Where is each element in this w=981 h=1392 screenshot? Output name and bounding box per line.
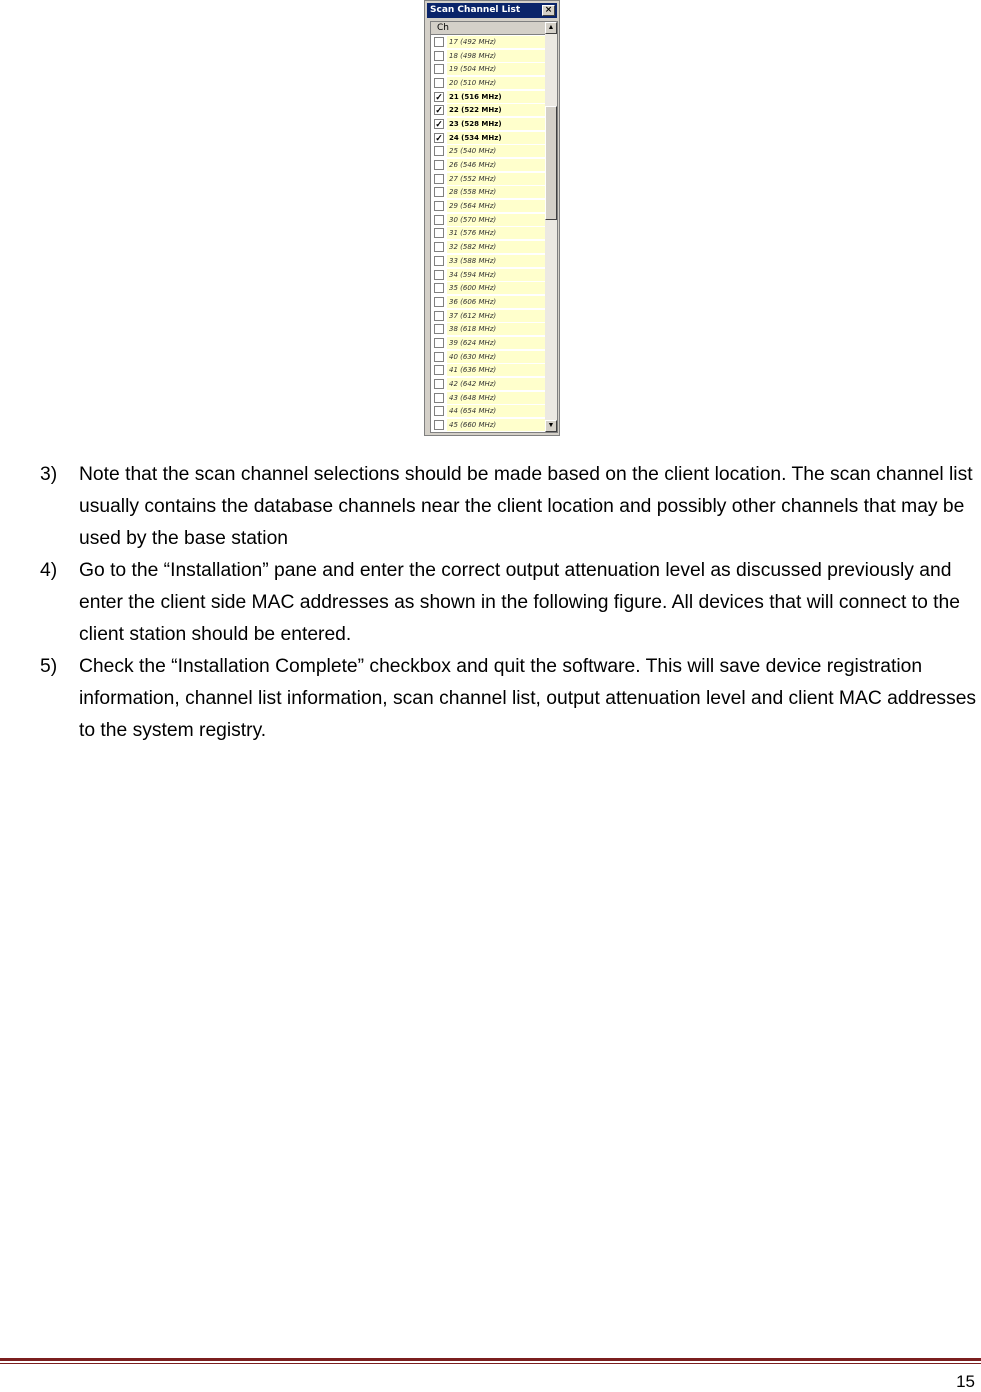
vertical-scrollbar[interactable]	[545, 22, 557, 432]
channel-label: 37 (612 MHz)	[447, 310, 545, 322]
step-4	[40, 555, 980, 651]
channel-row[interactable]	[431, 117, 545, 131]
channel-row[interactable]	[431, 145, 545, 159]
channel-checkbox[interactable]	[434, 201, 444, 211]
channel-label: 36 (606 MHz)	[447, 296, 545, 308]
channel-row[interactable]	[431, 418, 545, 432]
step-3	[40, 459, 980, 555]
channel-checkbox[interactable]: ✓	[435, 118, 443, 129]
channel-checkbox[interactable]: ✓	[435, 132, 443, 143]
channel-list	[430, 21, 558, 433]
channel-label: 20 (510 MHz)	[447, 77, 545, 89]
channel-checkbox[interactable]: ✓	[435, 91, 443, 102]
channel-checkbox[interactable]	[434, 160, 444, 170]
channel-row[interactable]	[431, 131, 545, 145]
channel-row[interactable]	[431, 377, 545, 391]
channel-rows	[431, 35, 545, 433]
channel-checkbox[interactable]	[434, 174, 444, 184]
channel-row[interactable]	[431, 186, 545, 200]
channel-checkbox[interactable]	[434, 256, 444, 266]
instruction-steps	[40, 459, 980, 747]
channel-row[interactable]	[431, 405, 545, 419]
channel-label: 27 (552 MHz)	[447, 173, 545, 185]
channel-label: 21 (516 MHz)	[447, 91, 545, 103]
channel-row[interactable]	[431, 227, 545, 241]
channel-checkbox[interactable]	[434, 215, 444, 225]
step-text: Check the “Installation Complete” checkbox and quit the software. This will save device registration information, channel list information, scan channel list, output attenuation level and client MAC addresses to the system registry.	[79, 656, 977, 741]
scroll-down-button[interactable]: ▼	[545, 420, 557, 432]
channel-label: 18 (498 MHz)	[447, 50, 545, 62]
channel-checkbox[interactable]	[434, 78, 444, 88]
channel-checkbox[interactable]	[434, 297, 444, 307]
channel-row[interactable]	[431, 35, 545, 49]
footer-rule-thin	[0, 1363, 981, 1364]
channel-row[interactable]	[431, 350, 545, 364]
channel-label: 42 (642 MHz)	[447, 378, 545, 390]
channel-label: 43 (648 MHz)	[447, 392, 545, 404]
step-number: 5)	[40, 656, 58, 677]
channel-checkbox[interactable]	[434, 187, 444, 197]
channel-label: 19 (504 MHz)	[447, 63, 545, 75]
channel-label: 41 (636 MHz)	[447, 364, 545, 376]
scroll-up-button[interactable]: ▲	[545, 22, 557, 34]
page-number: 15	[956, 1372, 975, 1391]
channel-label: 32 (582 MHz)	[447, 241, 545, 253]
channel-label: 22 (522 MHz)	[447, 104, 545, 116]
channel-checkbox[interactable]	[434, 228, 444, 238]
channel-label: 26 (546 MHz)	[447, 159, 545, 171]
channel-row[interactable]	[431, 240, 545, 254]
channel-label: 24 (534 MHz)	[447, 132, 545, 144]
channel-checkbox[interactable]	[434, 311, 444, 321]
window-title: Scan Channel List	[427, 3, 557, 18]
channel-row[interactable]	[431, 62, 545, 76]
channel-label: 44 (654 MHz)	[447, 405, 545, 417]
channel-checkbox[interactable]	[434, 324, 444, 334]
step-5	[40, 651, 980, 747]
scroll-thumb[interactable]	[545, 106, 557, 220]
step-number: 4)	[40, 560, 58, 581]
channel-row[interactable]	[431, 103, 545, 117]
channel-label: 17 (492 MHz)	[447, 36, 545, 48]
channel-row[interactable]	[431, 281, 545, 295]
close-button[interactable]: ×	[542, 5, 555, 16]
channel-checkbox[interactable]	[434, 283, 444, 293]
channel-label: 34 (594 MHz)	[447, 269, 545, 281]
channel-checkbox[interactable]: ✓	[435, 105, 443, 116]
channel-label: 33 (588 MHz)	[447, 255, 545, 267]
channel-label: 35 (600 MHz)	[447, 282, 545, 294]
channel-label: 40 (630 MHz)	[447, 351, 545, 363]
channel-row[interactable]	[431, 268, 545, 282]
channel-row[interactable]	[431, 309, 545, 323]
channel-row[interactable]	[431, 49, 545, 63]
channel-label: 38 (618 MHz)	[447, 323, 545, 335]
channel-row[interactable]	[431, 76, 545, 90]
channel-row[interactable]	[431, 364, 545, 378]
channel-label: 29 (564 MHz)	[447, 200, 545, 212]
step-text: Note that the scan channel selections should be made based on the client location. The scan channel list usually contains the database channels near the client location and possibly other channels that may be used by the base station	[79, 464, 973, 549]
channel-checkbox[interactable]	[434, 64, 444, 74]
channel-label: 39 (624 MHz)	[447, 337, 545, 349]
channel-row[interactable]	[431, 336, 545, 350]
channel-checkbox[interactable]	[434, 37, 444, 47]
channel-checkbox[interactable]	[434, 365, 444, 375]
channel-checkbox[interactable]	[434, 352, 444, 362]
channel-row[interactable]	[431, 254, 545, 268]
channel-label: 28 (558 MHz)	[447, 186, 545, 198]
channel-checkbox[interactable]	[434, 393, 444, 403]
channel-label: 31 (576 MHz)	[447, 227, 545, 239]
channel-label: 25 (540 MHz)	[447, 145, 545, 157]
channel-row[interactable]	[431, 90, 545, 104]
channel-row[interactable]	[431, 391, 545, 405]
channel-row[interactable]	[431, 199, 545, 213]
channel-checkbox[interactable]	[434, 379, 444, 389]
scan-channel-list-window	[424, 0, 560, 436]
footer-rule-thick	[0, 1358, 981, 1361]
channel-checkbox[interactable]	[434, 242, 444, 252]
column-header-ch[interactable]: Ch	[431, 22, 545, 35]
channel-checkbox[interactable]	[434, 420, 444, 430]
channel-checkbox[interactable]	[434, 338, 444, 348]
channel-row[interactable]	[431, 158, 545, 172]
channel-row[interactable]	[431, 322, 545, 336]
channel-row[interactable]	[431, 172, 545, 186]
channel-row[interactable]	[431, 295, 545, 309]
step-number: 3)	[40, 464, 58, 485]
channel-label: 45 (660 MHz)	[447, 419, 545, 431]
channel-checkbox[interactable]	[434, 406, 444, 416]
step-text: Go to the “Installation” pane and enter the correct output attenuation level as discussed previously and enter the client side MAC addresses as shown in the following figure. All devices that will connect to the client station should be entered.	[79, 560, 960, 645]
channel-checkbox[interactable]	[434, 51, 444, 61]
channel-label: 30 (570 MHz)	[447, 214, 545, 226]
channel-label: 23 (528 MHz)	[447, 118, 545, 130]
channel-checkbox[interactable]	[434, 270, 444, 280]
channel-row[interactable]	[431, 213, 545, 227]
channel-checkbox[interactable]	[434, 146, 444, 156]
